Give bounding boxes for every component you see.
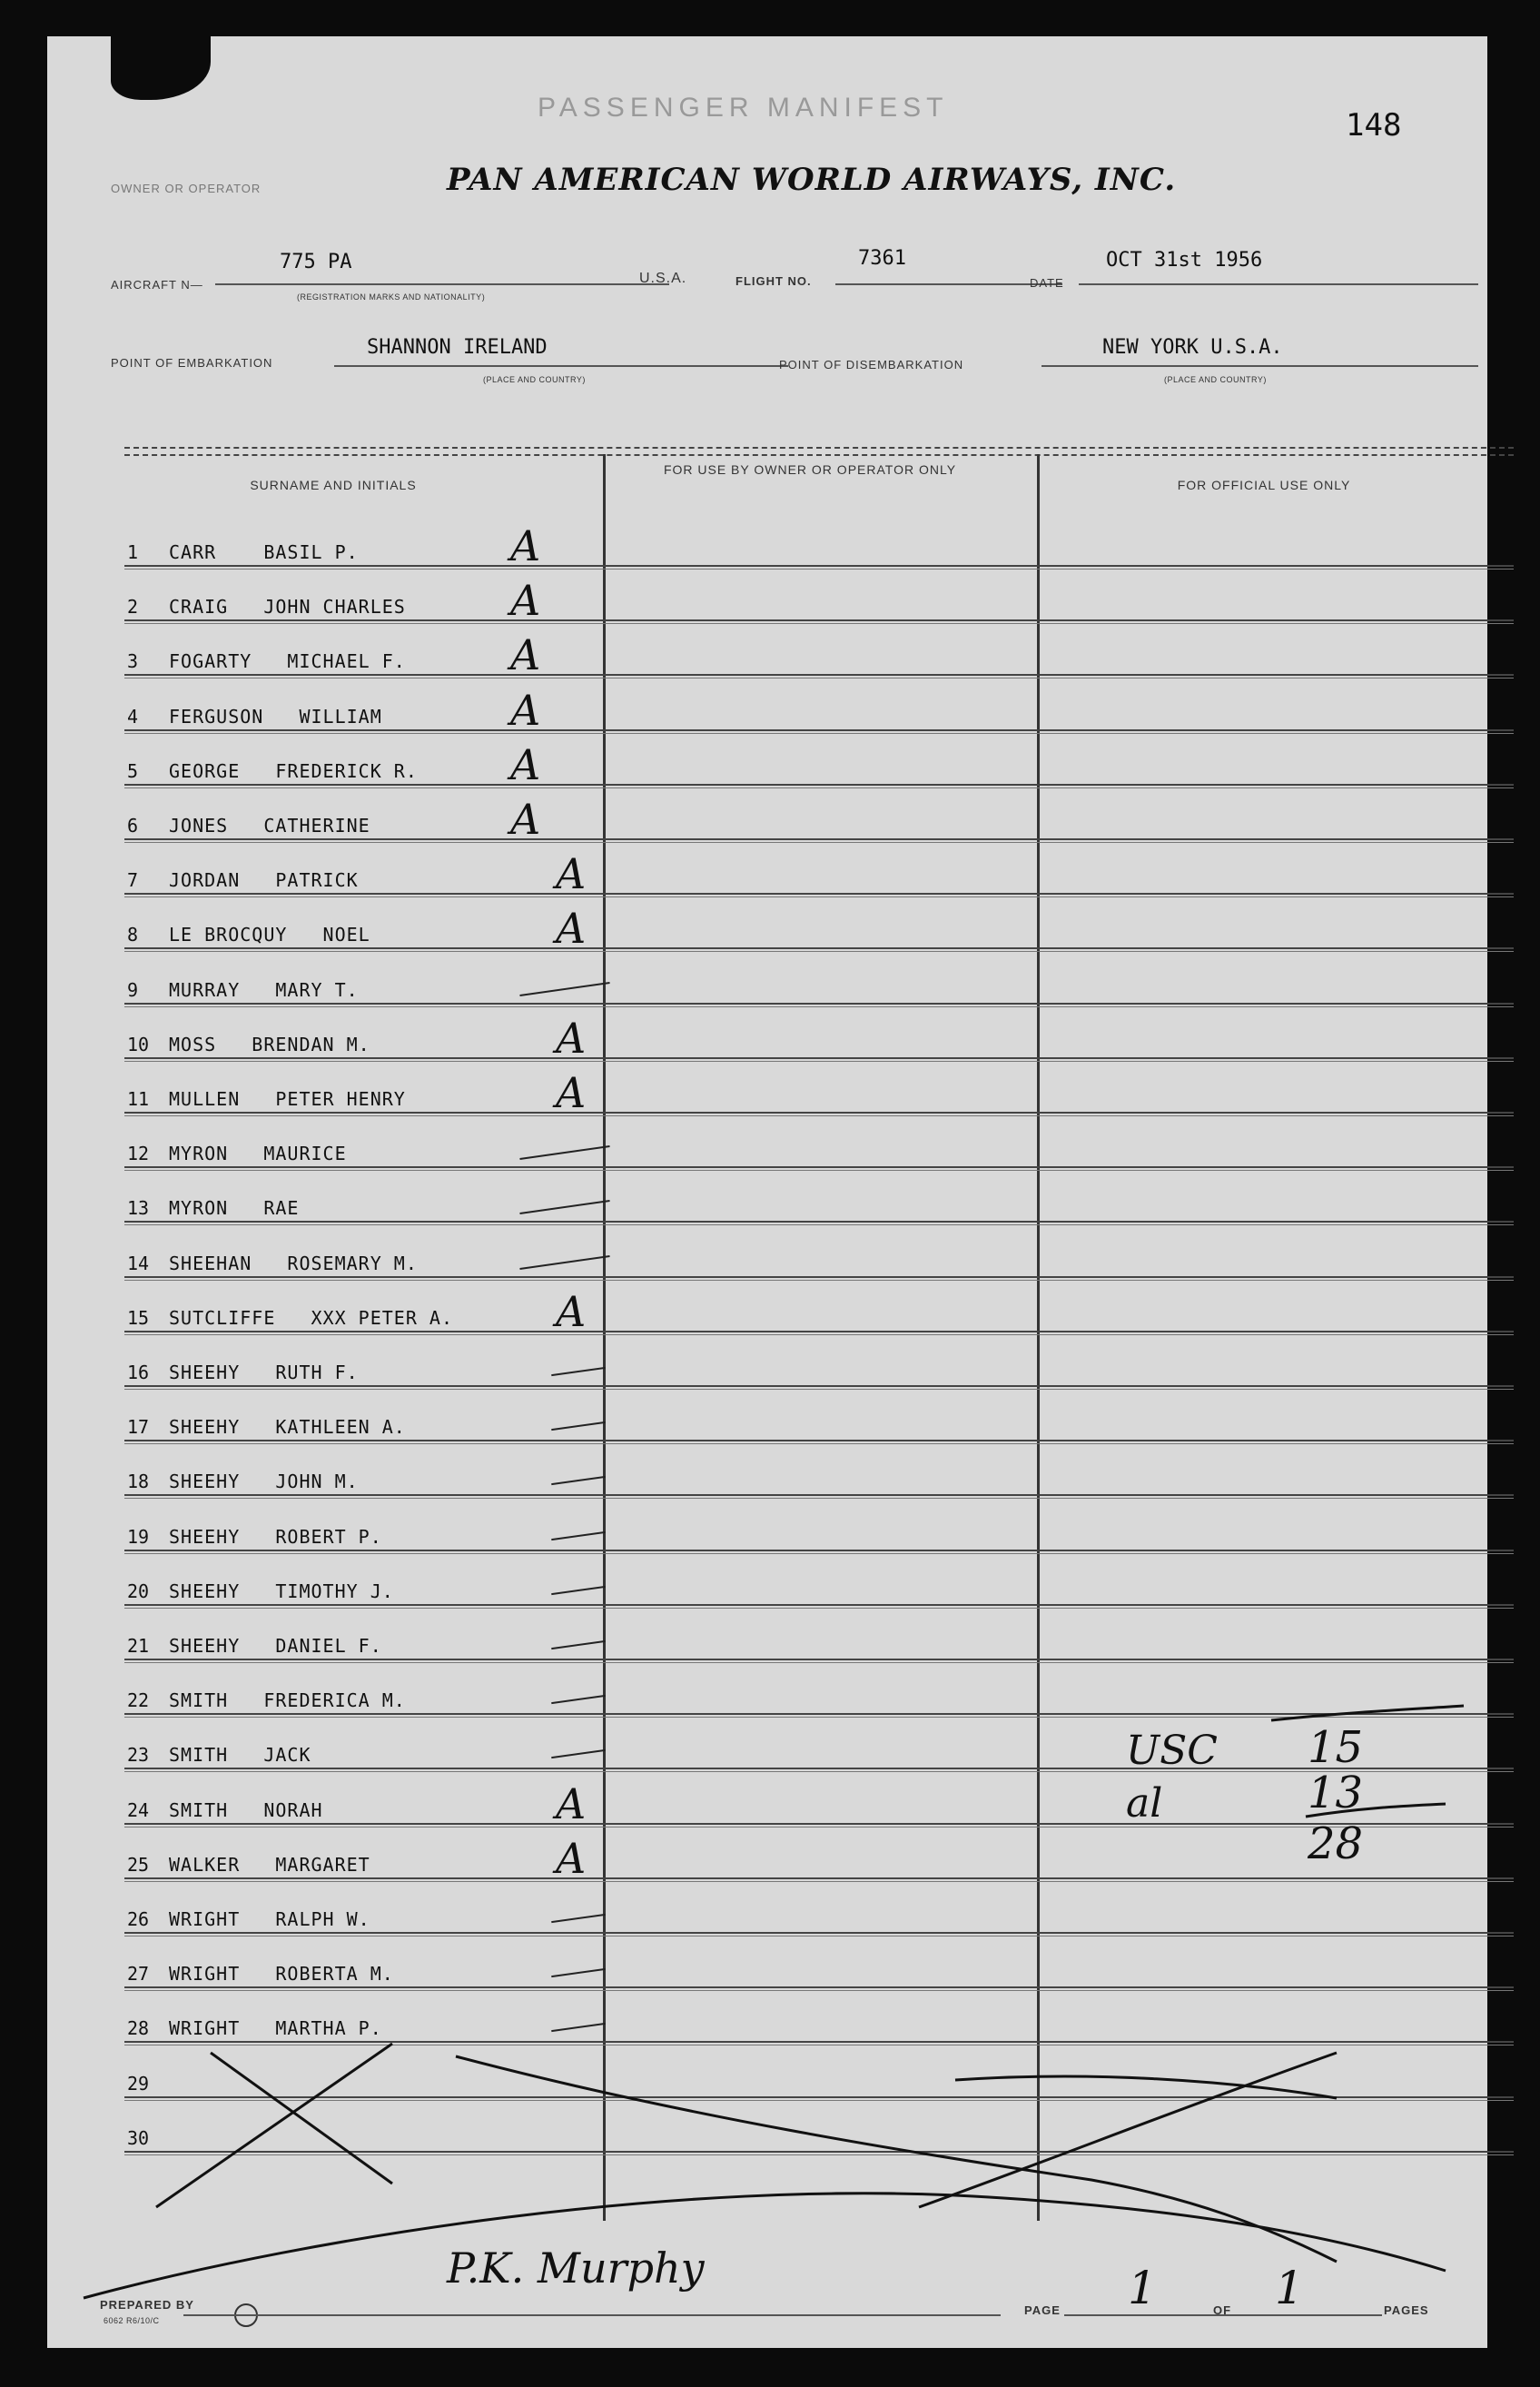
passenger-name: WRIGHT MARTHA P.	[169, 2017, 382, 2040]
passenger-name: SUTCLIFFE XXX PETER A.	[169, 1306, 453, 1329]
column-head-names: SURNAME AND INITIALS	[250, 478, 417, 492]
passenger-name: WRIGHT ROBERTA M.	[169, 1963, 394, 1986]
official-count-2: 13	[1308, 1768, 1364, 1818]
prepared-by-signature: P.K. Murphy	[447, 2243, 705, 2293]
official-note-usc: USC	[1126, 1728, 1218, 1774]
passenger-number: 29	[127, 2072, 150, 2095]
disembarkation-value: NEW YORK U.S.A.	[1102, 336, 1283, 359]
column-head-owner: FOR USE BY OWNER OR OPERATOR ONLY	[663, 462, 957, 477]
registration-caption: (REGISTRATION MARKS AND NATIONALITY)	[297, 292, 486, 302]
embarkation-caption: (PLACE AND COUNTRY)	[483, 375, 586, 384]
page-number: 148	[1346, 107, 1402, 144]
admission-mark: A	[556, 1833, 587, 1883]
passenger-number: 21	[127, 1635, 150, 1657]
official-annotations	[47, 36, 1487, 2348]
admission-mark: A	[556, 1068, 587, 1117]
passenger-name: SMITH FREDERICA M.	[169, 1689, 406, 1712]
passenger-number: 22	[127, 1689, 150, 1712]
passenger-name: WALKER MARGARET	[169, 1853, 370, 1876]
passenger-name: CRAIG JOHN CHARLES	[169, 596, 406, 619]
passenger-number: 8	[127, 924, 139, 946]
passenger-name: SMITH JACK	[169, 1744, 311, 1767]
passenger-number: 2	[127, 596, 139, 619]
passenger-name: SHEEHAN ROSEMARY M.	[169, 1252, 418, 1274]
passenger-name: GEORGE FREDERICK R.	[169, 759, 418, 782]
passenger-name: MYRON RAE	[169, 1197, 300, 1220]
passenger-number: 26	[127, 1908, 150, 1930]
passenger-number: 6	[127, 815, 139, 837]
admission-mark: A	[556, 1286, 587, 1336]
page-value: 1	[1128, 2262, 1157, 2314]
flight-label: FLIGHT NO.	[735, 274, 812, 288]
passenger-number: 3	[127, 650, 139, 673]
admission-mark: A	[510, 795, 541, 844]
passenger-number: 1	[127, 541, 139, 563]
of-value: 1	[1275, 2262, 1304, 2314]
official-count-1: 15	[1308, 1722, 1364, 1773]
passenger-name: MULLEN PETER HENRY	[169, 1088, 406, 1110]
passenger-name: WRIGHT RALPH W.	[169, 1908, 370, 1930]
passenger-number: 15	[127, 1306, 150, 1329]
passenger-number: 27	[127, 1963, 150, 1986]
form-code: 6062 R6/10/C	[104, 2316, 160, 2325]
passenger-name: JORDAN PATRICK	[169, 869, 359, 892]
passenger-name: SHEEHY ROBERT P.	[169, 1525, 382, 1548]
of-label: OF	[1213, 2303, 1232, 2317]
admission-mark: A	[510, 521, 541, 570]
embarkation-label: POINT OF EMBARKATION	[111, 356, 273, 370]
admission-mark: A	[556, 904, 587, 954]
passenger-name: SHEEHY TIMOTHY J.	[169, 1580, 394, 1602]
admission-mark: A	[556, 1013, 587, 1063]
passenger-number: 10	[127, 1033, 150, 1055]
owner-label: OWNER OR OPERATOR	[111, 182, 262, 195]
aircraft-label: AIRCRAFT N—	[111, 278, 203, 292]
passenger-number: 7	[127, 869, 139, 892]
disembarkation-caption: (PLACE AND COUNTRY)	[1164, 375, 1267, 384]
passenger-number: 30	[127, 2126, 150, 2149]
passenger-number: 13	[127, 1197, 150, 1220]
passenger-name: SHEEHY JOHN M.	[169, 1471, 359, 1493]
passenger-number: 5	[127, 759, 139, 782]
passenger-number: 24	[127, 1798, 150, 1821]
disembarkation-label: POINT OF DISEMBARKATION	[779, 358, 964, 371]
page-underline	[1064, 2314, 1382, 2316]
owner-name: PAN AMERICAN WORLD AIRWAYS, INC.	[447, 162, 1177, 198]
pages-label: PAGES	[1384, 2303, 1429, 2317]
date-label: DATE	[1030, 276, 1064, 290]
manifest-sheet	[47, 36, 1487, 2348]
passenger-number: 12	[127, 1143, 150, 1165]
passenger-number: 11	[127, 1088, 150, 1110]
passenger-name: JONES CATHERINE	[169, 815, 370, 837]
date-value: OCT 31st 1956	[1106, 249, 1263, 272]
prepared-by-underline	[183, 2314, 1001, 2316]
passenger-name: SMITH NORAH	[169, 1798, 323, 1821]
admission-mark: A	[510, 739, 541, 789]
admission-mark: A	[556, 1778, 587, 1828]
passenger-name: SHEEHY DANIEL F.	[169, 1635, 382, 1657]
passenger-name: MOSS BRENDAN M.	[169, 1033, 370, 1055]
passenger-number: 19	[127, 1525, 150, 1548]
official-note-al: al	[1126, 1780, 1163, 1827]
passenger-name: CARR BASIL P.	[169, 541, 359, 563]
embarkation-value: SHANNON IRELAND	[367, 336, 548, 359]
admission-mark: A	[510, 685, 541, 735]
usa-label: U.S.A.	[639, 271, 687, 286]
page-label: PAGE	[1024, 2303, 1061, 2317]
passenger-name: LE BROCQUY NOEL	[169, 924, 370, 946]
passenger-number: 28	[127, 2017, 150, 2040]
column-head-official: FOR OFFICIAL USE ONLY	[1177, 478, 1351, 492]
official-count-total: 28	[1308, 1818, 1364, 1869]
passenger-name: FERGUSON WILLIAM	[169, 705, 382, 728]
passenger-number: 17	[127, 1416, 150, 1439]
passenger-number: 23	[127, 1744, 150, 1767]
passenger-number: 16	[127, 1362, 150, 1383]
passenger-number: 4	[127, 705, 139, 728]
passenger-name: SHEEHY KATHLEEN A.	[169, 1416, 406, 1439]
admission-mark: A	[510, 576, 541, 626]
passenger-number: 25	[127, 1853, 150, 1876]
admission-mark: A	[556, 849, 587, 899]
passenger-name: MYRON MAURICE	[169, 1143, 347, 1165]
passenger-number: 9	[127, 978, 139, 1001]
passenger-name: MURRAY MARY T.	[169, 978, 359, 1001]
passenger-number: 14	[127, 1252, 150, 1274]
form-title: PASSENGER MANIFEST	[538, 93, 949, 123]
passenger-name: FOGARTY MICHAEL F.	[169, 650, 406, 673]
prepared-by-label: PREPARED BY	[100, 2298, 194, 2312]
passenger-number: 20	[127, 1580, 150, 1602]
passenger-name: SHEEHY RUTH F.	[169, 1362, 359, 1383]
admission-mark: A	[510, 630, 541, 680]
passenger-number: 18	[127, 1471, 150, 1493]
flight-no: 7361	[858, 247, 906, 270]
aircraft-value: 775 PA	[280, 251, 352, 273]
